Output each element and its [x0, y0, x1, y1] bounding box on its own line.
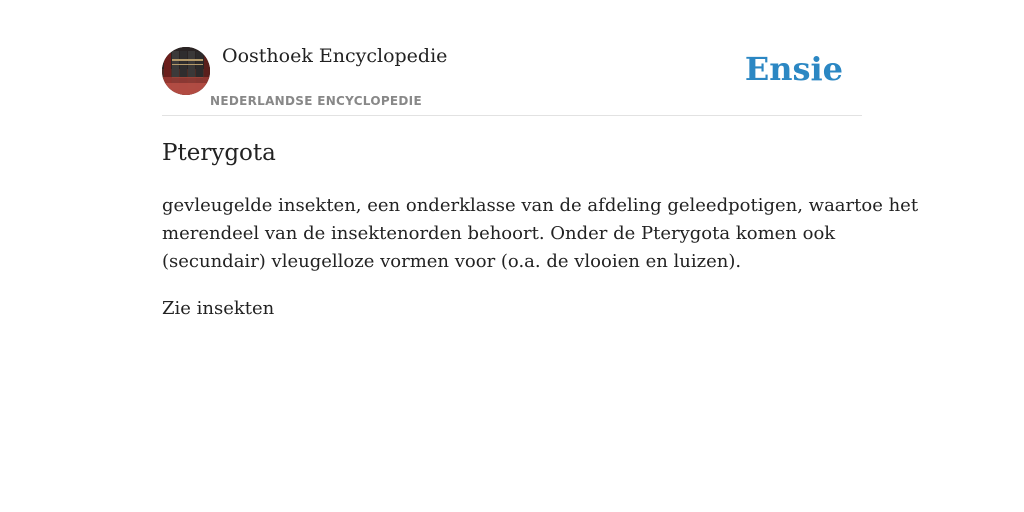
source-header — [162, 0, 862, 116]
content-container — [162, 0, 919, 319]
entry-body-line: (secundair) vleugelloze vormen voor (o.a. de vlooien en luizen). — [162, 251, 742, 272]
see-also-prefix: Zie — [162, 298, 197, 319]
source-avatar[interactable] — [162, 47, 210, 95]
entry-title: Pterygota — [162, 140, 276, 166]
see-also-link[interactable]: insekten — [196, 298, 275, 319]
entry-body-line: gevleugelde insekten, een onderklasse van de afdeling geleedpotigen, waartoe het — [162, 195, 919, 216]
book-spines-icon — [162, 47, 210, 95]
source-subtitle: NEDERLANDSE ENCYCLOPEDIE — [210, 94, 422, 108]
ensie-logo-link[interactable]: Ensie — [744, 50, 843, 88]
see-also — [162, 295, 274, 323]
entry-body — [162, 192, 919, 276]
source-title-link[interactable]: Oosthoek Encyclopedie — [222, 45, 448, 67]
entry-body-line: merendeel van de insektenorden behoort. Onder de Pterygota komen ook — [162, 223, 836, 244]
